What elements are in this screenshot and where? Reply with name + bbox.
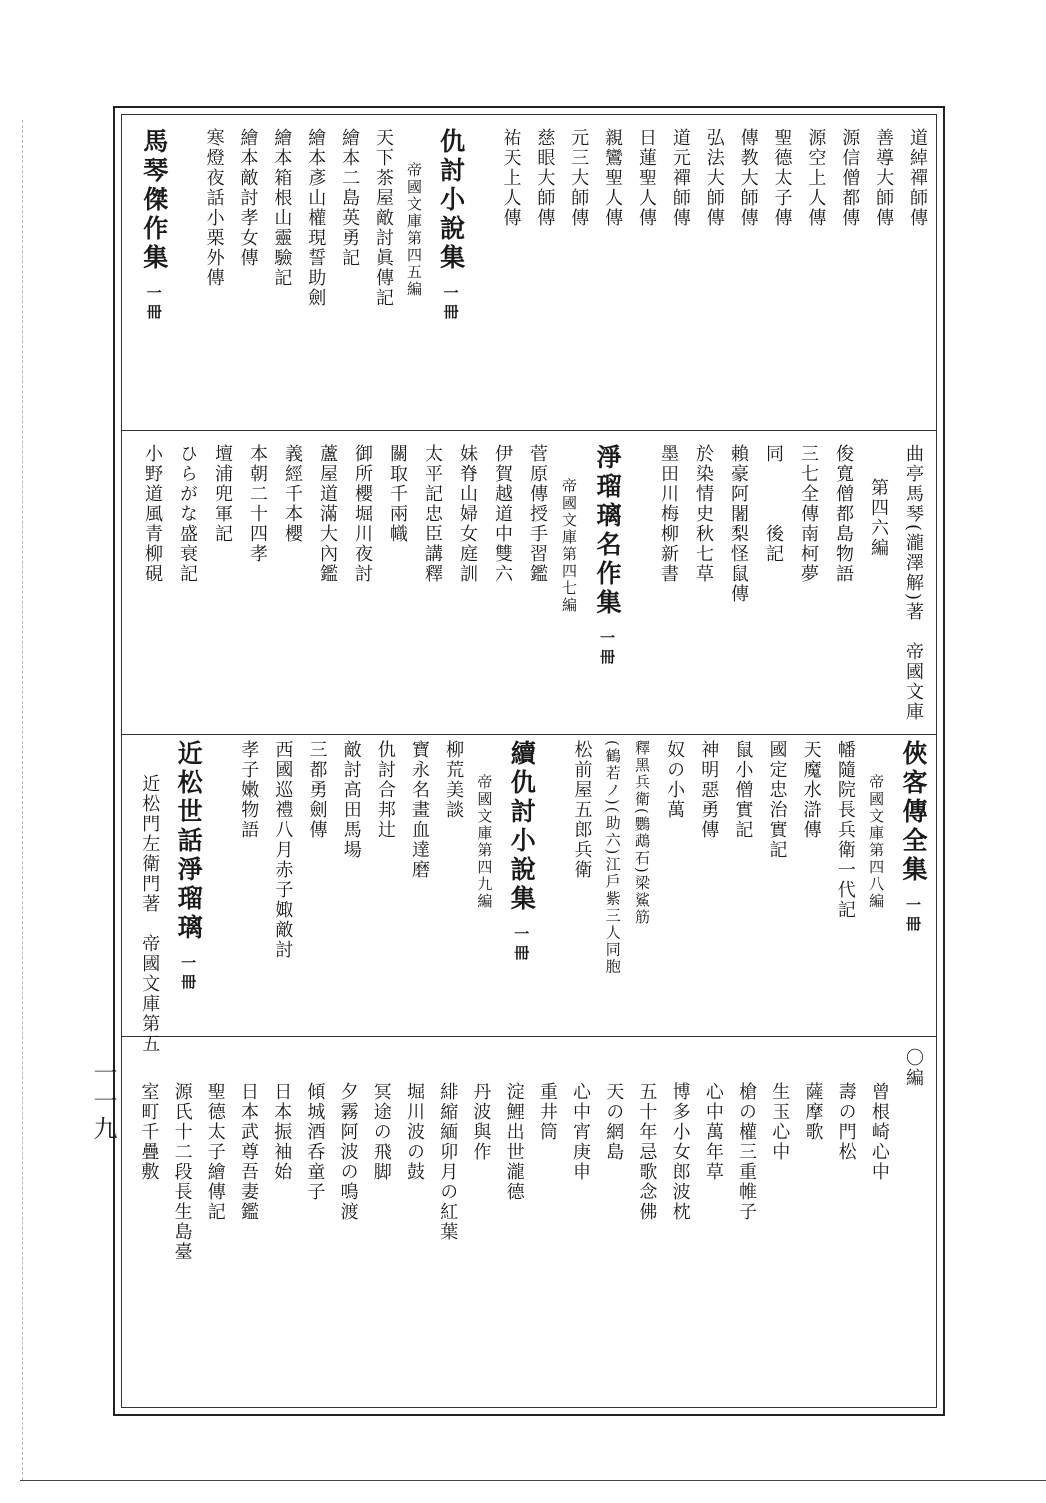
- list-item: 重井筒: [536, 1082, 558, 1142]
- list-item: 傳教大師傳: [737, 128, 759, 228]
- list-item: 妹脊山婦女庭訓: [457, 444, 478, 584]
- list-item: 天魔水滸傳: [800, 740, 822, 840]
- list-item: 日本武尊吾妻鑑: [237, 1082, 259, 1222]
- book-title-text: 馬琴傑作集: [139, 128, 169, 273]
- list-item: 繪本敵討孝女傳: [237, 128, 259, 268]
- list-item: 薩摩歌: [802, 1082, 824, 1142]
- author-line: 曲亭馬琴(瀧澤解)著 帝國文庫: [903, 444, 924, 723]
- list-item: 墨田川梅柳新書: [658, 444, 679, 584]
- book-title: [491, 740, 537, 964]
- list-item: 御所櫻堀川夜討: [352, 444, 373, 584]
- list-item: 天の網島: [603, 1082, 625, 1162]
- series-label: 帝國文庫第四五編: [405, 162, 424, 298]
- catalog-band-4: [124, 1048, 934, 1404]
- list-item: 日本振袖始: [271, 1082, 293, 1182]
- list-item: 仇討合邦辻: [374, 740, 396, 840]
- list-item: 俊寬僧都島物語: [833, 444, 854, 584]
- book-title: [883, 740, 926, 935]
- book-title-text: 續仇討小說集: [507, 740, 537, 914]
- list-item: 天下茶屋敵討眞傳記: [372, 128, 394, 308]
- list-item: 西國巡禮八月赤子娵敵討: [272, 740, 294, 960]
- bottom-rule: [20, 1480, 1046, 1481]
- list-item: 聖德太子繪傳記: [204, 1082, 226, 1222]
- list-item: 關取千兩幟: [387, 444, 408, 544]
- list-item: 三都勇劍傳: [306, 740, 328, 840]
- list-item: 本朝二十四孝: [247, 444, 268, 564]
- list-item: 源信僧都傳: [839, 128, 861, 228]
- list-item: 五十年忌歌念佛: [636, 1082, 658, 1222]
- series-label: 帝國文庫第四八編: [867, 774, 886, 910]
- list-item: 善導大師傳: [873, 128, 895, 228]
- list-item: 蘆屋道滿大內鑑: [317, 444, 338, 584]
- list-item: 丹波與作: [470, 1082, 492, 1162]
- volume-count: 一冊: [512, 926, 531, 964]
- list-item: 同 後記: [763, 444, 784, 564]
- book-title-text: 仇討小說集: [436, 128, 466, 273]
- list-item: 日蓮聖人傳: [636, 128, 657, 228]
- list-item: 槍の權三重帷子: [736, 1082, 758, 1222]
- catalog-band-3: [124, 740, 934, 1054]
- list-item: 壽の門松: [835, 1082, 857, 1162]
- list-item: 三七全傳南柯夢: [798, 444, 819, 584]
- list-item: 室町千疊敷: [138, 1082, 160, 1182]
- catalog-band-1: [124, 128, 934, 426]
- volume-count: 一冊: [179, 955, 198, 993]
- list-item: 慈眼大師傳: [534, 128, 556, 228]
- list-item: 釋黑兵衛(鸚鵡石)梁鯊筋: [632, 740, 651, 926]
- list-item: 繪本箱根山靈驗記: [271, 128, 293, 288]
- book-title: [124, 128, 167, 323]
- list-item: 繪本二島英勇記: [339, 128, 361, 268]
- list-item: 壇浦兜軍記: [212, 444, 233, 544]
- list-item: 奴の小萬: [664, 740, 686, 820]
- book-title-text: 近松世話淨瑠璃: [174, 740, 204, 943]
- list-item: 於染情史秋七草: [693, 444, 714, 584]
- volume-count: 一冊: [904, 897, 922, 935]
- series-label: 帝國文庫第四九編: [475, 774, 494, 910]
- list-item: 道綽禪師傳: [907, 128, 928, 228]
- list-item: 淀鯉出世瀧德: [503, 1082, 525, 1202]
- list-item: 緋縮緬卯月の紅葉: [437, 1082, 459, 1242]
- volume-count: 一冊: [144, 285, 163, 323]
- list-item: 松前屋五郎兵衛: [571, 740, 593, 880]
- book-title: [421, 128, 464, 323]
- list-item: 義經千本櫻: [282, 444, 303, 544]
- list-item: 夕霧阿波の鳴渡: [337, 1082, 359, 1222]
- list-item: 國定忠治實記: [766, 740, 788, 860]
- list-item: 繪本彥山權現誓助劍: [305, 128, 327, 308]
- list-item: 祐天上人傳: [500, 128, 522, 228]
- book-title-text: 淨瑠璃名作集: [593, 444, 622, 618]
- list-item: 道元禪師傳: [669, 128, 691, 228]
- list-item: 博多小女郎波枕: [669, 1082, 691, 1222]
- list-item: 曾根崎心中: [868, 1082, 890, 1182]
- book-title: [576, 444, 620, 668]
- book-title-text: 俠客傳全集: [899, 740, 928, 885]
- list-item: 源氏十二段長生島臺: [171, 1082, 193, 1262]
- series-label: 帝國文庫第四七編: [560, 478, 578, 614]
- list-item: 心中宵庚申: [570, 1082, 592, 1182]
- list-item: 賴豪阿闍梨怪鼠傳: [728, 444, 749, 604]
- list-item: 元三大師傳: [568, 128, 590, 228]
- list-item: 寒燈夜話小栗外傳: [203, 128, 225, 288]
- catalog-band-2: [124, 444, 934, 730]
- list-item: 弘法大師傳: [703, 128, 725, 228]
- list-item: 小野道風青柳硯: [142, 444, 163, 584]
- book-title: [158, 740, 204, 993]
- band-divider: [121, 1036, 937, 1037]
- list-item: 聖德太子傳: [771, 128, 793, 228]
- list-item: 堀川波の鼓: [404, 1082, 425, 1182]
- list-item: 太平記忠臣講釋: [422, 444, 443, 584]
- list-item: ひらがな盛衰記: [177, 444, 198, 584]
- band-divider: [121, 430, 937, 431]
- list-item: 寶永名畫血達磨: [408, 740, 430, 880]
- list-item: 源空上人傳: [805, 128, 827, 228]
- page-number: 一一九: [89, 1060, 117, 1144]
- list-item: 生玉心中: [769, 1082, 791, 1162]
- list-item: 敵討高田馬場: [340, 740, 362, 860]
- list-item: 孝子嫩物語: [238, 740, 260, 840]
- list-item: 傾城酒呑童子: [304, 1082, 326, 1202]
- volume-count: 一冊: [598, 630, 616, 668]
- volume-count: 一冊: [441, 285, 460, 323]
- list-item: 鼠小僧實記: [732, 740, 754, 840]
- series-label: 第四六編: [868, 478, 889, 558]
- list-item: 菅原傳授手習鑑: [527, 444, 548, 584]
- list-item: 神明惡勇傳: [698, 740, 720, 840]
- list-item: 伊賀越道中雙六: [492, 444, 513, 584]
- list-item: 冥途の飛脚: [370, 1082, 392, 1182]
- band-divider: [121, 734, 937, 735]
- list-item: (鶴若ノ)(助六)江戶紫三人同胞: [603, 740, 622, 976]
- list-item: 幡隨院長兵衛一代記: [834, 740, 856, 920]
- author-line: 近松門左衛門著 帝國文庫第五: [139, 774, 161, 1054]
- margin-line: [22, 120, 23, 1480]
- series-label: 〇編: [903, 1048, 924, 1088]
- list-item: 親鸞聖人傳: [602, 128, 624, 228]
- list-item: 心中萬年草: [702, 1082, 724, 1182]
- list-item: 柳荒美談: [443, 740, 465, 820]
